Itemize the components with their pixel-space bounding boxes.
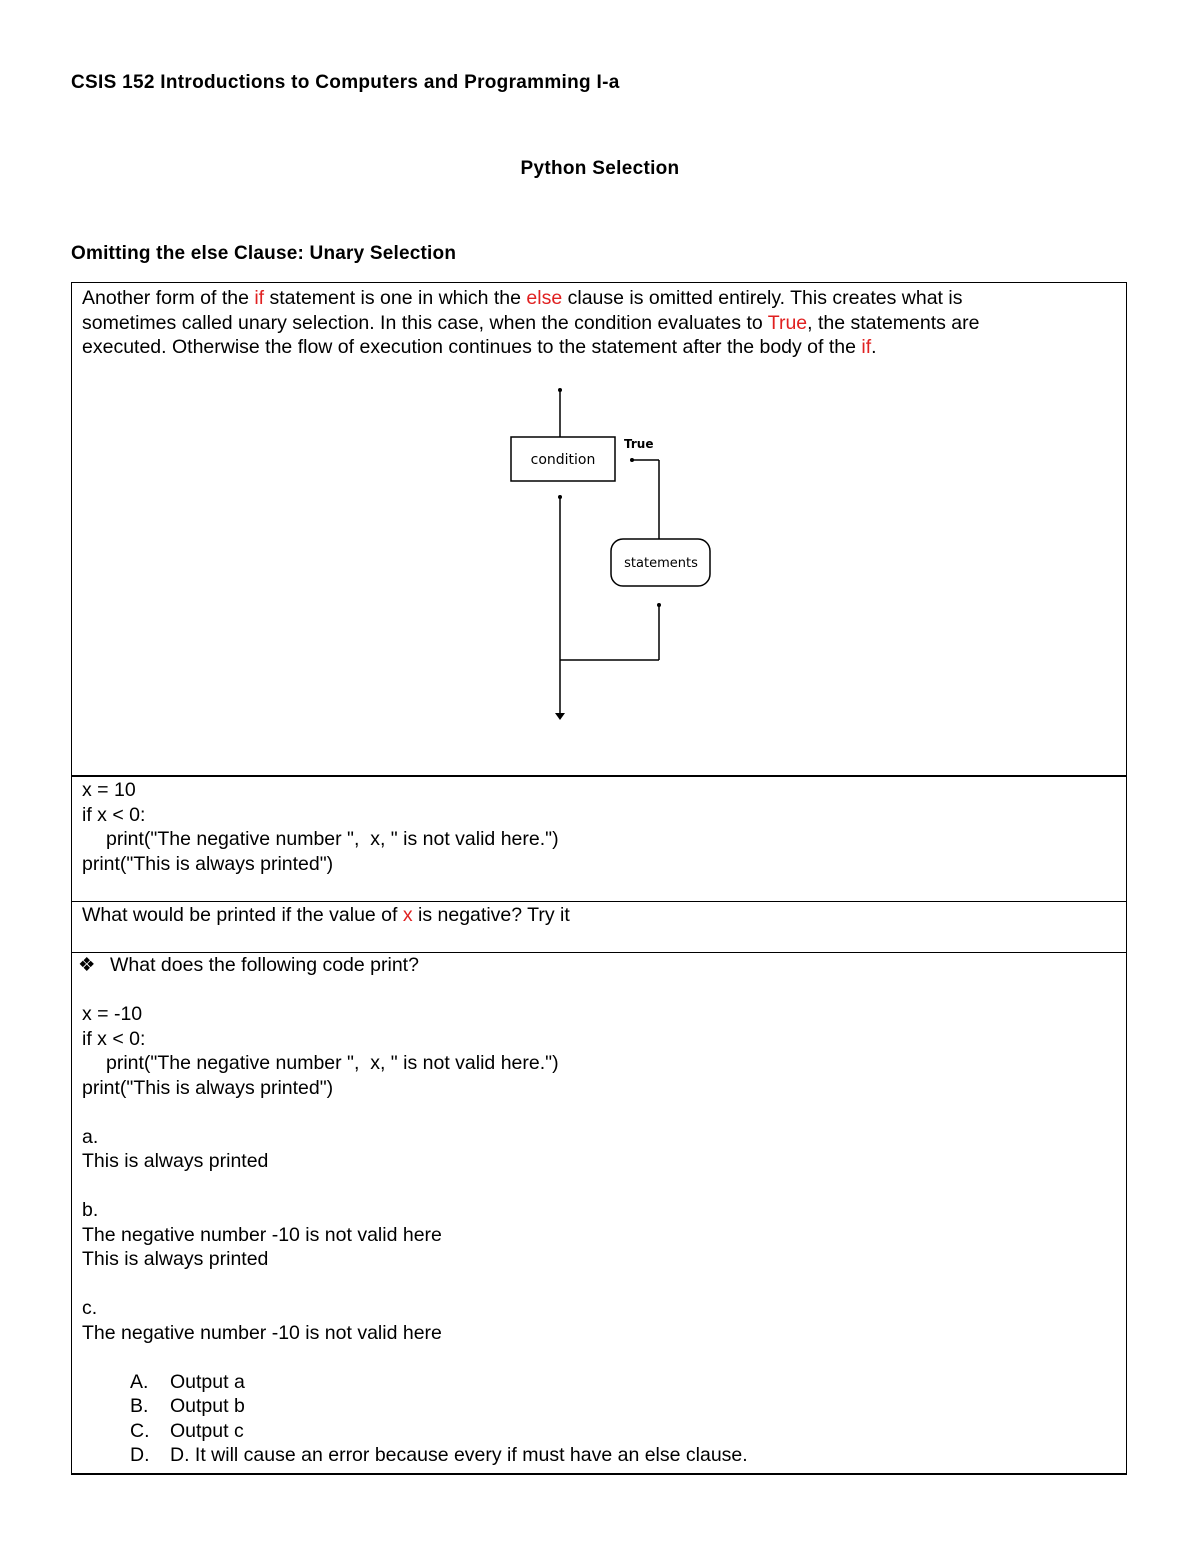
- intro-text: , the statements are: [807, 311, 980, 334]
- choice-item[interactable]: [82, 1394, 1116, 1419]
- question-box: [71, 901, 1127, 953]
- answer-label-b: b.: [82, 1199, 99, 1221]
- code-line: x = 10: [82, 779, 136, 801]
- answer-label-c: c.: [82, 1297, 98, 1319]
- code-line: print("The negative number ", x, " is not valid here."): [106, 1052, 559, 1074]
- course-title: CSIS 152 Introductions to Computers and Programming I-a: [71, 72, 620, 93]
- choice-letter: A.: [130, 1370, 149, 1393]
- arrow-head: [555, 713, 565, 720]
- keyword-x: x: [402, 904, 413, 926]
- keyword-if: if: [254, 287, 265, 309]
- answer-output-a: This is always printed: [82, 1150, 269, 1172]
- mcq-prompt: What does the following code print?: [110, 954, 419, 976]
- choice-list: [82, 1370, 1116, 1468]
- page-title: Python Selection: [520, 158, 680, 179]
- choice-letter: D.: [130, 1444, 150, 1466]
- intro-text: sometimes called unary selection. In this case, when the condition evaluates to: [82, 311, 768, 334]
- intro-text: executed. Otherwise the flow of execution continues to the statement after the body of the: [82, 336, 862, 358]
- intro-text: clause is omitted entirely. This creates what is: [562, 287, 963, 309]
- mcq-box: [71, 952, 1127, 1475]
- choice-text: Output c: [170, 1419, 244, 1442]
- statements-label: statements: [624, 556, 698, 571]
- choice-text: Output a: [170, 1370, 245, 1393]
- choice-letter: B.: [130, 1395, 149, 1417]
- code-line: print("The negative number ", x, " is not valid here."): [106, 828, 559, 850]
- answer-output-b: The negative number -10 is not valid here: [82, 1223, 442, 1246]
- code-line: print("This is always printed"): [82, 1076, 334, 1099]
- choice-item[interactable]: [82, 1419, 1116, 1444]
- code-block: [72, 776, 1126, 876]
- question-text-part: What would be printed if the value of: [82, 904, 403, 926]
- question-text: [72, 902, 1126, 928]
- code-line: if x < 0:: [82, 803, 146, 826]
- code-box: [71, 776, 1127, 902]
- answer-output-b: This is always printed: [82, 1248, 269, 1270]
- intro-text: Another form of the: [82, 287, 255, 309]
- keyword-if: if: [861, 336, 872, 358]
- keyword-else: else: [526, 287, 563, 309]
- true-label: True: [624, 437, 654, 451]
- answer-output-c: The negative number -10 is not valid here: [82, 1321, 442, 1344]
- code-line: if x < 0:: [82, 1027, 146, 1050]
- answer-label-a: a.: [82, 1125, 99, 1148]
- intro-text: statement is one in which the: [264, 287, 527, 309]
- choice-item[interactable]: [82, 1370, 1116, 1395]
- condition-label: condition: [530, 452, 596, 468]
- choice-item[interactable]: [82, 1443, 1116, 1468]
- section-heading: Omitting the else Clause: Unary Selection: [71, 243, 457, 264]
- question-text-part: is negative? Try it: [412, 904, 570, 926]
- choice-letter: C.: [130, 1419, 150, 1442]
- intro-box: [71, 282, 1127, 777]
- choice-text: Output b: [170, 1395, 245, 1417]
- mcq-content: [72, 953, 1126, 1468]
- code-line: x = -10: [82, 1003, 143, 1025]
- flow-diagram: [72, 283, 1128, 778]
- keyword-true: True: [767, 311, 808, 334]
- code-line: print("This is always printed"): [82, 852, 334, 875]
- choice-text: D. It will cause an error because every if must have an else clause.: [170, 1444, 748, 1466]
- diamond-bullet-icon: ❖: [78, 954, 96, 976]
- intro-text: .: [871, 336, 877, 358]
